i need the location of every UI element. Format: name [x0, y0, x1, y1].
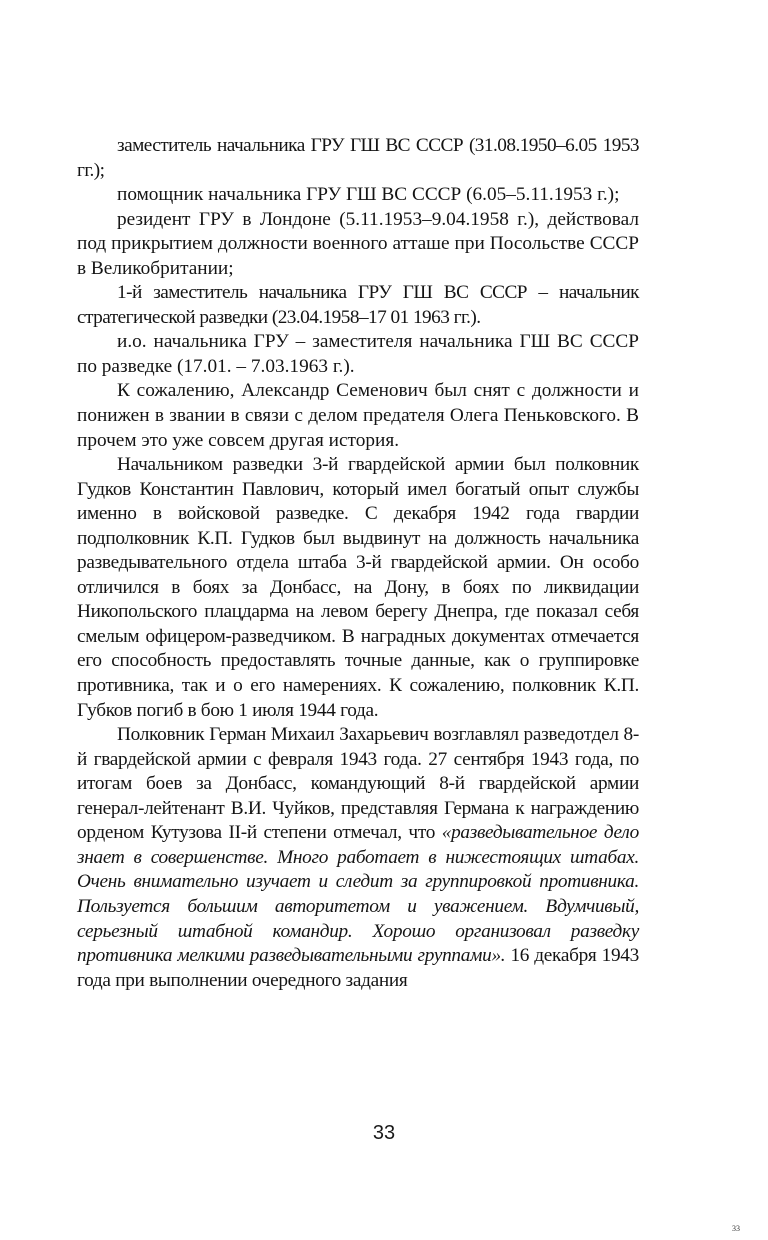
paragraph-3: резидент ГРУ в Лондоне (5.11.1953–9.04.1958 г.), действовал под прикрытием должности военного атташе при Посольстве СССР в Великобритании; — [77, 208, 639, 279]
paragraph-7: Начальником разведки 3-й гвардейской армии был полковник Гудков Константин Павлович, который имел богатый опыт службы именно в войсковой разведке. С декабря 1942 года гвардии подполковник К.П. Гудков был выдвинут на должность начальника разведывательного отдела штаба 3-й гвардейской армии. Он особо отличился в боях за Донбасс, на Дону, в боях по ликвидации Никопольского плацдарма на левом берегу Днепра, где показал себя смелым офицером-разведчиком. В наградных документах отмечается его способность предоставлять точные данные, как о группировке противника, так и о его намерениях. К сожалению, полковник К.П. Губков погиб в бою 1 июля 1944 года. — [77, 454, 639, 721]
quotation: «разведывательное дело знает в совершенстве. Много работает в нижестоящих штабах. Очень внимательно изучает и следит за группировкой противника. Пользуется большим авторитетом и уважением. Вдумчивый, серьезный штабной командир. Хорошо организовал разведку противника мелкими разведывательными группами». — [77, 822, 639, 967]
corner-page-number: 33 — [732, 1224, 740, 1233]
page-body — [77, 134, 639, 993]
paragraph-1: заместитель начальника ГРУ ГШ ВС СССР (31.08.1950–6.05 1953 гг.); — [77, 135, 639, 181]
paragraph-2: помощник начальника ГРУ ГШ ВС СССР (6.05–5.11.1953 г.); — [117, 184, 620, 206]
paragraph-4: 1-й заместитель начальника ГРУ ГШ ВС СССР – начальник стратегической разведки (23.04.1958–17 01 1963 гг.). — [77, 282, 639, 328]
paragraph-8 — [77, 723, 639, 993]
paragraph-5: и.о. начальника ГРУ – заместителя начальника ГШ ВС СССР по разведке (17.01. – 7.03.1963 г.). — [77, 331, 639, 377]
paragraph-8-continuation: 16 декабря 1943 года при выполнении очередного задания — [77, 945, 639, 991]
paragraph-6: К сожалению, Александр Семенович был снят с должности и понижен в звании в связи с делом предателя Олега Пеньковского. В прочем это уже совсем другая история. — [77, 380, 639, 451]
paragraph-8-text: Полковник Герман Михаил Захарьевич возглавлял разведотдел 8-й гвардейской армии с февраля 1943 года. 27 сентября 1943 года, по итогам боев за Донбасс, командующий 8-й гвардейской армии генерал-лейтенант В.И. Чуйков, представляя Германа к награждению орденом Кутузова II-й степени отмечал, что — [77, 724, 639, 844]
page-number: 33 — [372, 1122, 396, 1144]
